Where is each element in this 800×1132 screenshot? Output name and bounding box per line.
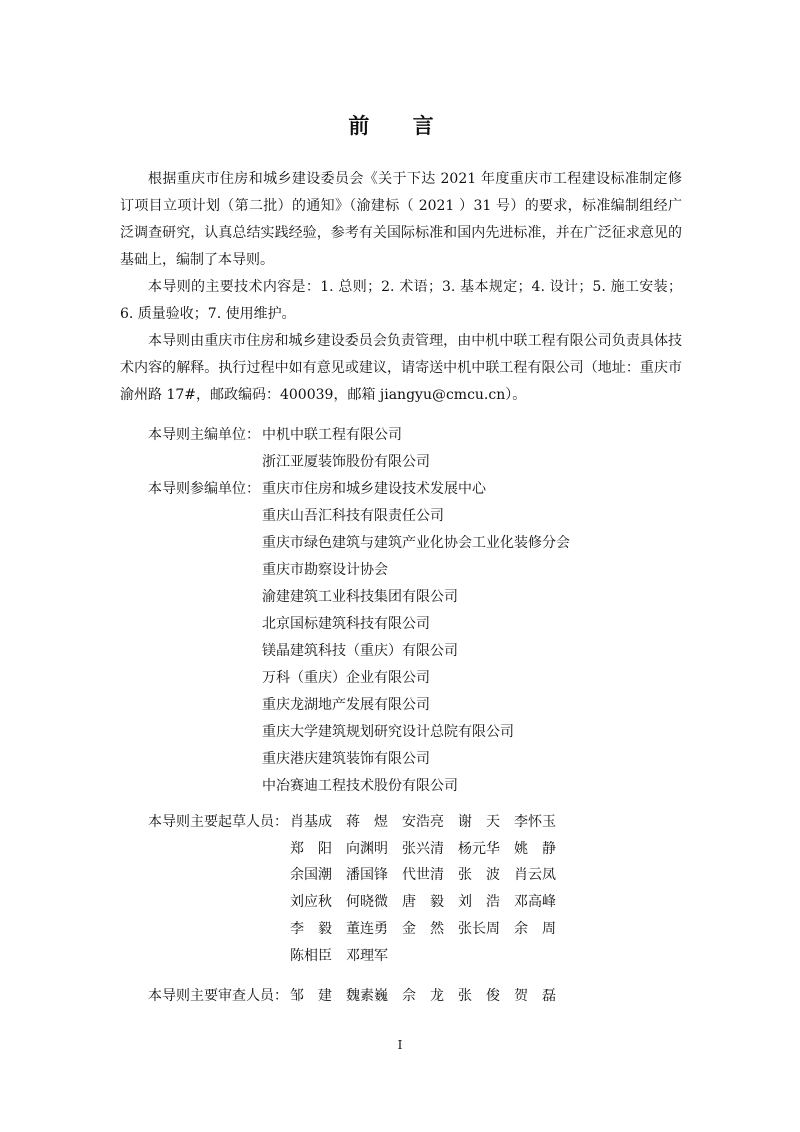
people-label: [148, 862, 290, 889]
participating-unit: 重庆市住房和城乡建设技术发展中心: [262, 481, 486, 497]
person-name: 陈相臣: [290, 947, 332, 964]
person-name: 邓高峰: [514, 894, 556, 911]
person-name: 佘龙: [402, 988, 444, 1004]
person-name: 杨元华: [458, 840, 500, 857]
unit-row: [148, 503, 570, 530]
unit-label: [148, 719, 262, 746]
person-name: 董连勇: [346, 920, 388, 937]
person-name: 李毅: [290, 920, 332, 937]
person-name: 姚静: [514, 840, 556, 857]
person-name: 代世清: [402, 867, 444, 884]
unit-row: [148, 746, 570, 773]
unit-row: [148, 665, 570, 692]
participating-unit: 重庆港庆建筑装饰有限公司: [262, 751, 430, 767]
people-label: 本导则主要审查人员：: [148, 988, 288, 1004]
people-row: [148, 889, 570, 916]
unit-label: [148, 692, 262, 719]
unit-row: [148, 719, 570, 746]
people-row: [148, 916, 570, 943]
unit-row: [148, 638, 570, 665]
people-row: [148, 862, 570, 889]
people-label: [148, 836, 290, 863]
paragraph: 本导则由重庆市住房和城乡建设委员会负责管理，由中机中联工程有限公司负责具体技术内容的解释。执行过程中如有意见或建议，请寄送中机中联工程有限公司（地址：重庆市渝州路 17#，邮政编码：400039，邮箱 jiangyu@cmcu.cn）。: [120, 333, 682, 403]
people-names: [290, 889, 570, 916]
person-name: 张兴清: [402, 840, 444, 857]
person-name: 刘浩: [458, 894, 500, 911]
reviewers-section: [148, 983, 570, 1010]
units-section: [148, 422, 570, 800]
person-name: 唐毅: [402, 894, 444, 911]
unit-row: [148, 773, 570, 800]
participating-unit: 万科（重庆）企业有限公司: [262, 670, 430, 686]
unit-row: [148, 557, 570, 584]
unit-label: 本导则主编单位：: [148, 427, 260, 443]
person-name: 张俊: [458, 988, 500, 1004]
people-row: [148, 809, 570, 836]
participating-unit: 重庆市勘察设计协会: [262, 562, 388, 578]
unit-label: [148, 773, 262, 800]
person-name: 蒋煜: [346, 814, 388, 830]
unit-row: [148, 449, 570, 476]
person-name: 谢天: [458, 814, 500, 830]
participating-unit: 重庆大学建筑规划研究设计总院有限公司: [262, 724, 514, 740]
person-name: 安浩亮: [402, 814, 444, 830]
person-name: 邹建: [290, 988, 332, 1004]
people-names: [290, 983, 570, 1010]
person-name: 向渊明: [346, 840, 388, 857]
person-name: 肖云凤: [514, 867, 556, 884]
unit-row: [148, 584, 570, 611]
participating-unit: 镁晶建筑科技（重庆）有限公司: [262, 643, 458, 659]
people-names: [290, 943, 402, 970]
unit-label: 本导则参编单位：: [148, 481, 260, 497]
preface-body: [120, 166, 682, 409]
participating-unit: 重庆市绿色建筑与建筑产业化协会工业化装修分会: [262, 535, 570, 551]
person-name: 金然: [402, 920, 444, 937]
page-number: I: [397, 1038, 403, 1052]
participating-unit: 渝建建筑工业科技集团有限公司: [262, 589, 458, 605]
people-label: [148, 889, 290, 916]
people-row: [148, 983, 570, 1010]
unit-label: [148, 584, 262, 611]
drafters-section: [148, 809, 570, 969]
people-names: [290, 862, 570, 889]
person-name: 余国潮: [290, 867, 332, 884]
people-label: [148, 916, 290, 943]
unit-row: [148, 692, 570, 719]
participating-unit: 中冶赛迪工程技术股份有限公司: [262, 778, 458, 794]
unit-label: [148, 557, 262, 584]
unit-label: [148, 530, 262, 557]
people-label: 本导则主要起草人员：: [148, 814, 288, 830]
person-name: 李怀玉: [514, 814, 556, 830]
people-row: [148, 836, 570, 863]
unit-label: [148, 503, 262, 530]
person-name: 郑阳: [290, 840, 332, 857]
person-name: 张波: [458, 867, 500, 884]
person-name: 何晓微: [346, 894, 388, 911]
page-title: 前 言: [348, 113, 452, 138]
unit-label: [148, 638, 262, 665]
people-names: [290, 916, 570, 943]
unit-label: [148, 665, 262, 692]
participating-unit: 重庆龙湖地产发展有限公司: [262, 697, 430, 713]
participating-unit: 北京国标建筑科技有限公司: [262, 616, 430, 632]
person-name: 潘国锋: [346, 867, 388, 884]
person-name: 贺磊: [514, 988, 556, 1004]
unit-label: [148, 611, 262, 638]
unit-label: [148, 449, 262, 476]
unit-row: [148, 476, 570, 503]
person-name: 肖基成: [290, 814, 332, 830]
people-row: [148, 943, 570, 970]
person-name: 张长周: [458, 920, 500, 937]
people-names: [290, 836, 570, 863]
person-name: 余周: [514, 920, 556, 937]
unit-label: [148, 746, 262, 773]
people-names: [290, 809, 570, 836]
unit-row: [148, 530, 570, 557]
paragraph: 根据重庆市住房和城乡建设委员会《关于下达 2021 年度重庆市工程建设标准制定修订项目立项计划（第二批）的通知》（渝建标（ 2021 ）31 号）的要求，标准编制组经广泛调查研究，认真总结实践经验，参考有关国际标准和国内先进标准，并在广泛征求意见的基础上，编制了本导则。: [120, 171, 682, 268]
paragraph: 本导则的主要技术内容是：1. 总则；2. 术语；3. 基本规定；4. 设计；5. 施工安装；6. 质量验收；7. 使用维护。: [120, 279, 682, 322]
person-name: 刘应秋: [290, 894, 332, 911]
participating-unit: 重庆山吾汇科技有限责任公司: [262, 508, 444, 524]
chief-unit: 浙江亚厦装饰股份有限公司: [262, 454, 430, 470]
person-name: 魏素巍: [346, 988, 388, 1004]
unit-row: [148, 422, 570, 449]
chief-unit: 中机中联工程有限公司: [262, 427, 402, 443]
unit-row: [148, 611, 570, 638]
person-name: 邓理军: [346, 947, 388, 964]
people-label: [148, 943, 290, 970]
